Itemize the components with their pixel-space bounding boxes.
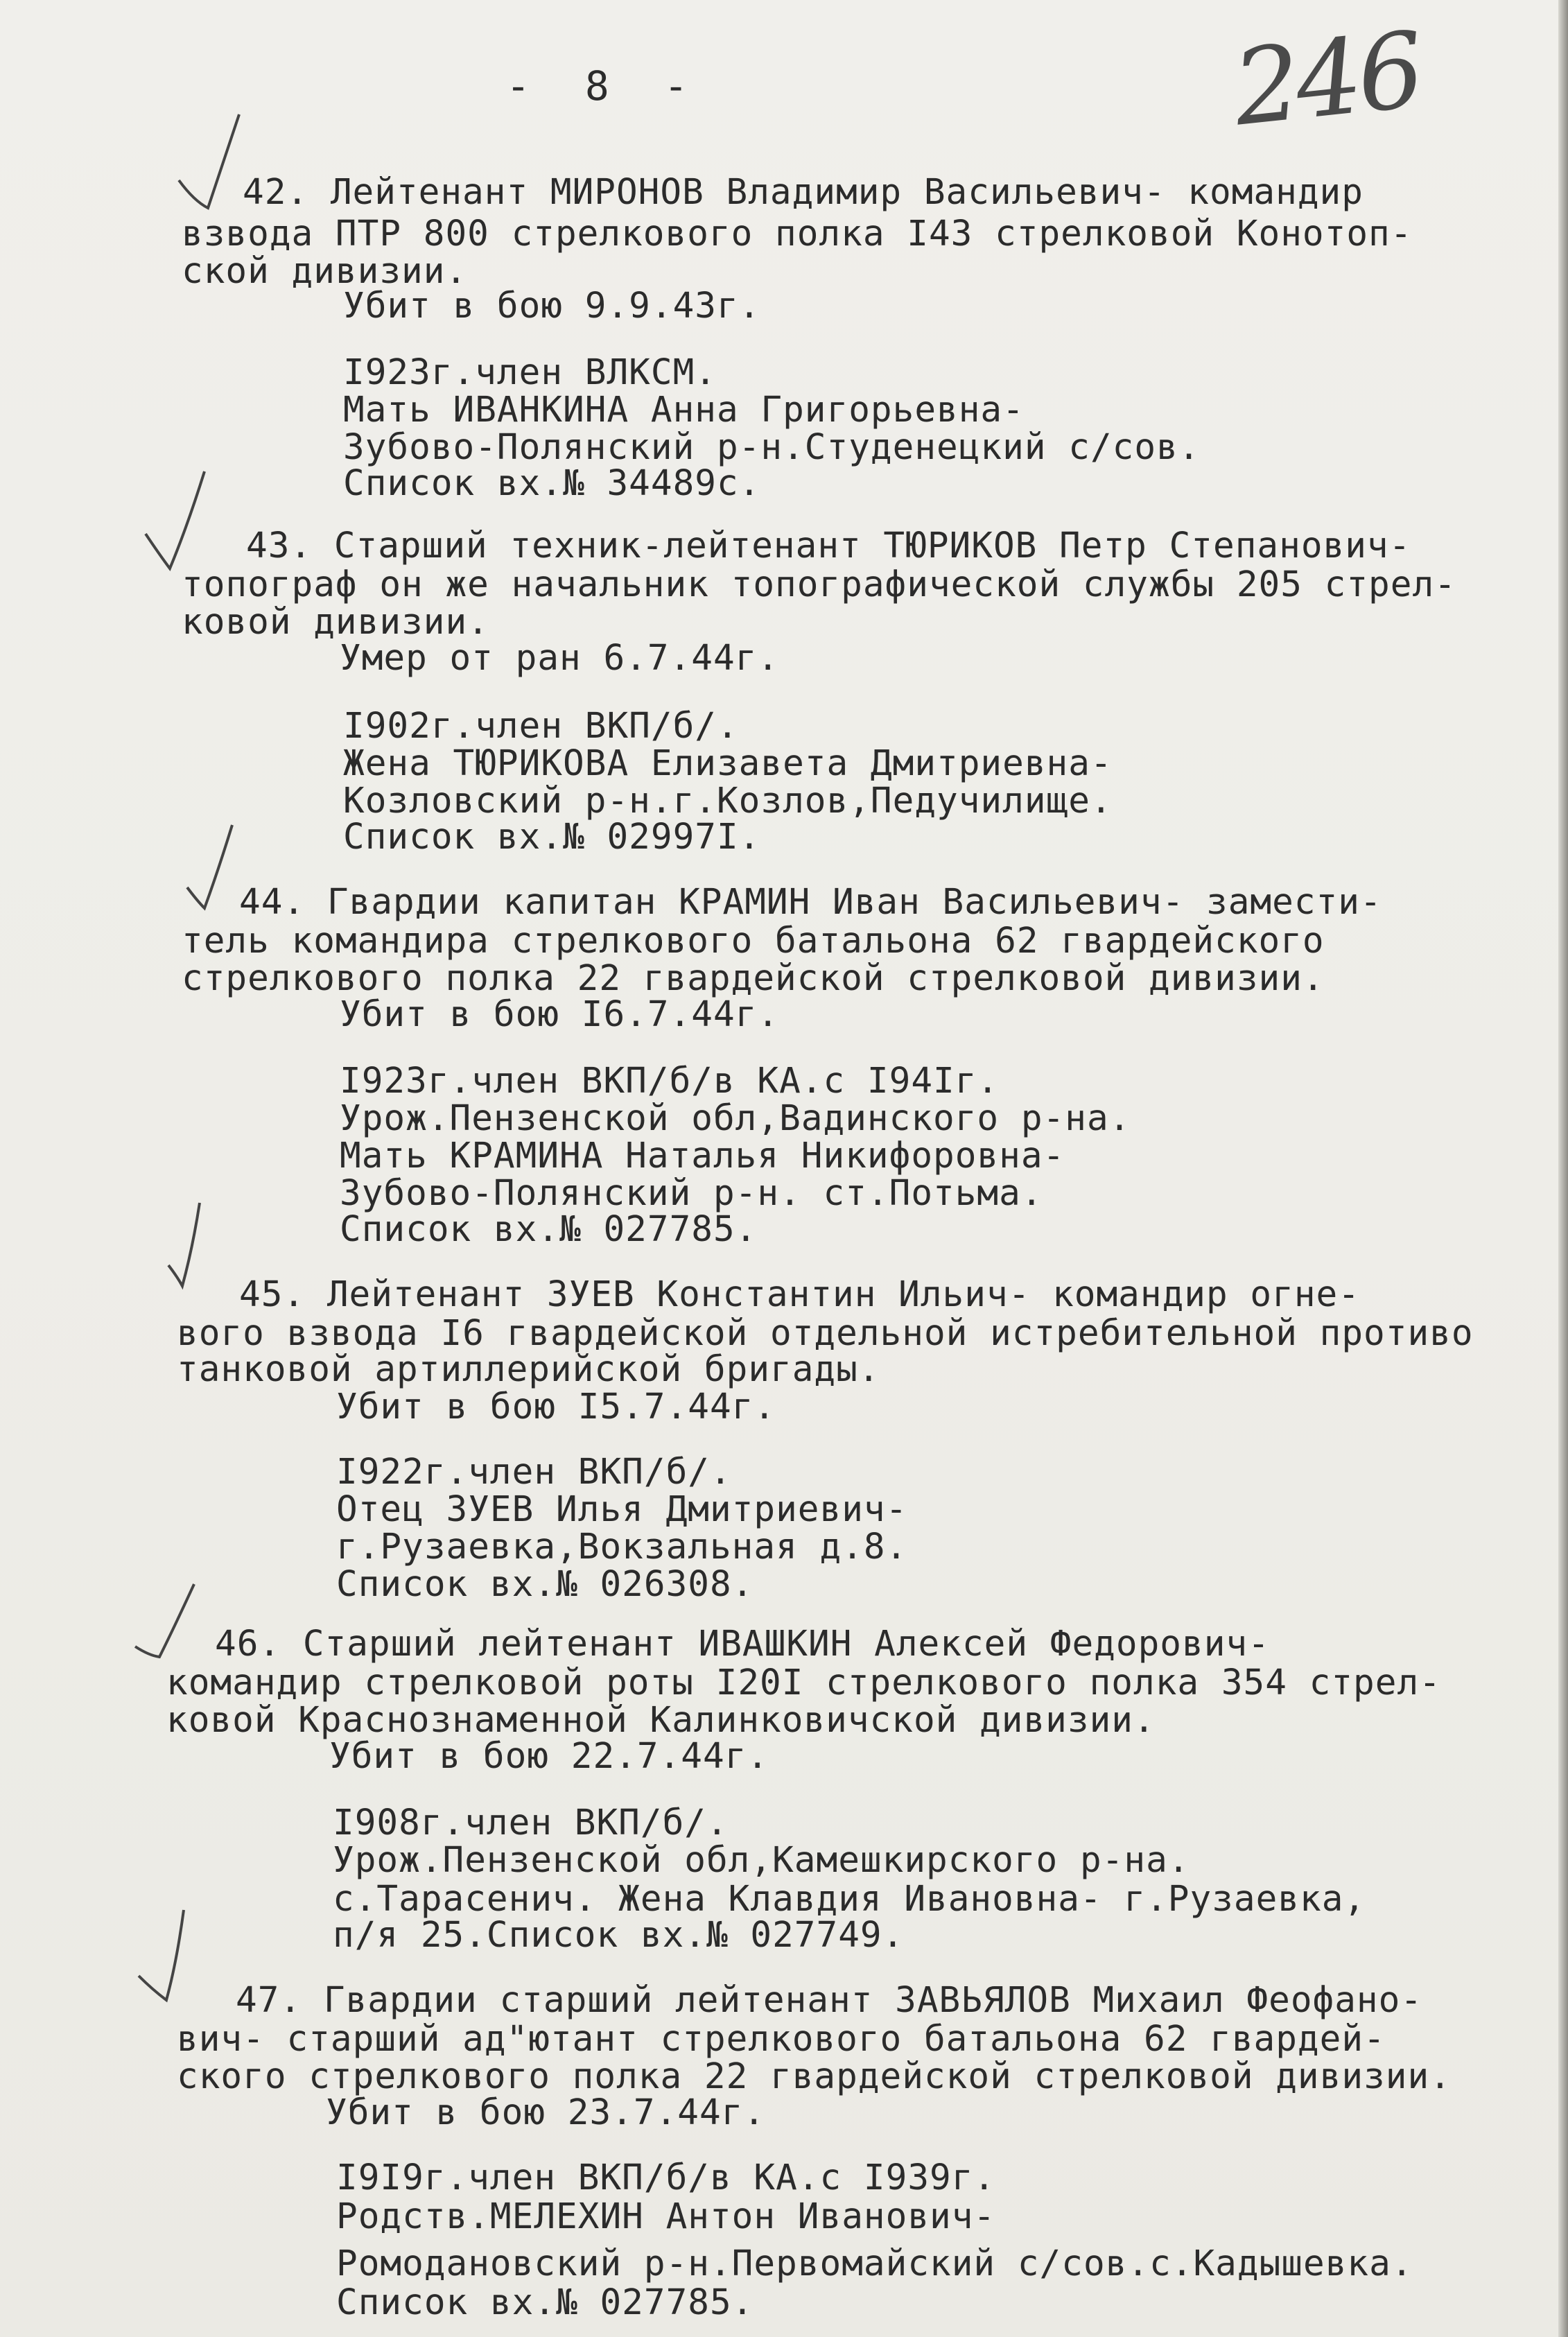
entry-line: Ромодановский р-н.Первомайский с/сов.с.Кадышевка. — [336, 2243, 1413, 2284]
entry-line: Список вх.№ 026308. — [336, 1564, 754, 1605]
entry-line: I923г.член ВЛКСМ. — [343, 352, 717, 393]
checkmark-icon — [173, 111, 250, 215]
entry-line: ской дивизии. — [182, 251, 468, 292]
entry-line: с.Тарасенич. Жена Клавдия Ивановна- г.Рузаевка, — [333, 1879, 1366, 1920]
entry-line: танковой артиллерийской бригады. — [177, 1349, 880, 1390]
entry-line: Убит в бою 22.7.44г. — [329, 1736, 769, 1777]
entry-line: Список вх.№ 027785. — [336, 2282, 754, 2323]
page-edge-shadow — [1558, 0, 1568, 2337]
entry-line: ковой дивизии. — [182, 602, 489, 643]
entry-line: п/я 25.Список вх.№ 027749. — [333, 1915, 905, 1956]
entry-line: Урож.Пензенской обл,Камешкирского р-на. — [333, 1840, 1190, 1881]
entry-line: Список вх.№ 34489с. — [343, 463, 761, 504]
entry-line: Урож.Пензенской обл,Вадинского р-на. — [340, 1098, 1131, 1139]
entry-line: 46. Старший лейтенант ИВАШКИН Алексей Федорович- — [215, 1624, 1270, 1665]
entry-line: топограф он же начальник топографической службы 205 стрел- — [182, 564, 1456, 605]
entry-line: стрелкового полка 22 гвардейской стрелковой дивизии. — [182, 958, 1325, 999]
entry-line: Мать ИВАНКИНА Анна Григорьевна- — [343, 390, 1025, 431]
entry-line: вого взвода I6 гвардейской отдельной истребительной противо — [177, 1313, 1474, 1354]
entry-line: Зубово-Полянский р-н.Студенецкий с/сов. — [343, 427, 1201, 468]
entry-line: г.Рузаевка,Вокзальная д.8. — [336, 1527, 908, 1567]
entry-line: Зубово-Полянский р-н. ст.Потьма. — [340, 1173, 1043, 1214]
entry-line: 44. Гвардии капитан КРАМИН Иван Васильевич- замести- — [239, 882, 1382, 923]
entry-line: 43. Старший техник-лейтенант ТЮРИКОВ Петр Степанович- — [246, 525, 1411, 566]
entry-line: ского стрелкового полка 22 гвардейской стрелковой дивизии. — [177, 2056, 1452, 2097]
entry-line: Список вх.№ 02997I. — [343, 817, 761, 858]
checkmark-icon — [139, 471, 215, 575]
entry-line: 42. Лейтенант МИРОНОВ Владимир Васильевич- командир — [243, 172, 1364, 213]
entry-line: Родств.МЕЛЕХИН Антон Иванович- — [336, 2196, 996, 2237]
entry-line: Умер от ран 6.7.44г. — [340, 638, 780, 679]
entry-line: Мать КРАМИНА Наталья Никифоровна- — [340, 1136, 1065, 1176]
entry-line: ковой Краснознаменной Калинковичской дивизии. — [166, 1700, 1156, 1741]
entry-line: I908г.член ВКП/б/. — [333, 1802, 729, 1843]
entry-line: командир стрелковой роты I20I стрелкового полка 354 стрел- — [166, 1662, 1441, 1703]
checkmark-icon — [135, 1906, 211, 2010]
entry-line: вич- старший ад"ютант стрелкового батальона 62 гвардей- — [177, 2019, 1386, 2060]
entry-line: Убит в бою I6.7.44г. — [340, 994, 780, 1035]
entry-line: I902г.член ВКП/б/. — [343, 706, 739, 747]
entry-line: Список вх.№ 027785. — [340, 1209, 758, 1250]
entry-line: Козловский р-н.г.Козлов,Педучилище. — [343, 781, 1113, 822]
entry-line: I922г.член ВКП/б/. — [336, 1452, 732, 1493]
entry-line: тель командира стрелкового батальона 62 гвардейского — [182, 921, 1325, 962]
entry-line: I9I9г.член ВКП/б/в КА.с I939г. — [336, 2157, 996, 2198]
entry-line: 45. Лейтенант ЗУЕВ Константин Ильич- командир огне- — [239, 1274, 1360, 1315]
entry-line: 47. Гвардии старший лейтенант ЗАВЬЯЛОВ Михаил Феофано- — [236, 1980, 1423, 2021]
page-number: - 8 - — [506, 62, 704, 110]
entry-line: Убит в бою I5.7.44г. — [336, 1387, 776, 1427]
entry-line: Отец ЗУЕВ Илья Дмитриевич- — [336, 1489, 908, 1530]
entry-line: I923г.член ВКП/б/в КА.с I94Iг. — [340, 1061, 1000, 1102]
entry-line: Убит в бою 9.9.43г. — [343, 286, 761, 327]
checkmark-icon — [158, 1199, 234, 1303]
archive-folio-number: 246 — [1228, 10, 1426, 150]
entry-line: Жена ТЮРИКОВА Елизавета Дмитриевна- — [343, 743, 1113, 784]
entry-line: взвода ПТР 800 стрелкового полка I43 стрелковой Конотоп- — [182, 214, 1413, 254]
entry-line: Убит в бою 23.7.44г. — [326, 2092, 766, 2133]
